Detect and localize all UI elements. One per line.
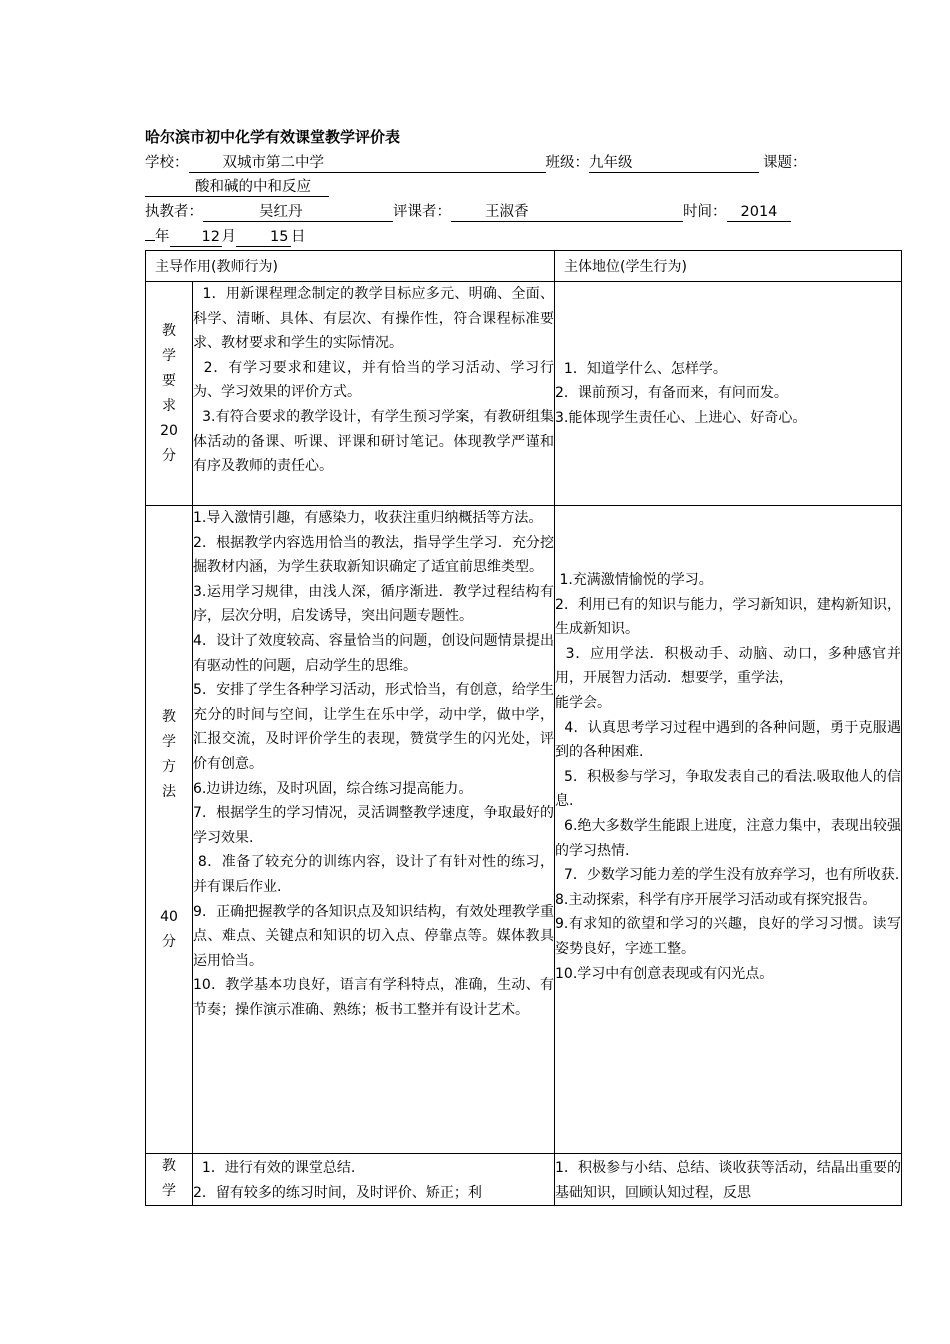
list-item: 3．应用学法．积极动手、动脑、动口，多种感官并用，开展智力活动．想要学，重学法， [555, 645, 902, 687]
reviewer-label: 评课者： [393, 204, 451, 220]
list-item: 2．利用已有的知识与能力，学习新知识，建构新知识，生成新知识。 [555, 596, 901, 638]
table-row [146, 1154, 902, 1206]
month-field: 12 [170, 228, 222, 247]
teacher-cell-methods [193, 506, 555, 1154]
teacher-cell-summary [193, 1154, 555, 1206]
list-item: 3.有符合要求的教学设计，有学生预习学案，有教研组集体活动的备课、听课、评课和研讨笔记。体现教学严谨和有序及教师的责任心。 [193, 408, 555, 475]
list-item: 3.能体现学生责任心、上进心、好奇心。 [555, 409, 807, 426]
reviewer-field: 王淑香 [451, 203, 683, 222]
header-teacher: 主导作用(教师行为) [146, 251, 555, 282]
table-row [146, 506, 902, 1154]
row-label-methods: 教 学 方 法 40 分 [146, 506, 193, 1154]
list-item: 4．认真思考学习过程中遇到的各种问题，勇于克服遇到的各种困难. [555, 719, 902, 761]
date-line [145, 226, 306, 248]
list-item: 2．课前预习，有备而来，有问而发。 [555, 385, 788, 402]
teacher-line [145, 201, 791, 223]
evaluation-table [145, 250, 902, 1206]
list-item: 2．有学习要求和建议，并有恰当的学习活动、学习行为、学习效果的评价方式。 [193, 359, 555, 401]
table-row [146, 282, 902, 506]
list-item: 1．用新课程理念制定的教学目标应多元、明确、全面、科学、清晰、具体、有层次、有操作性，符合课程标准要求、教材要求和学生的实际情况。 [193, 286, 555, 352]
list-item: 2．留有较多的练习时间，及时评价、矫正；利 [193, 1184, 482, 1201]
topic-label: 课题： [763, 155, 807, 171]
list-item: 10．教学基本功良好，语言有学科特点，准确，生动、有节奏；操作演示准确、熟练；板书工整并有设计艺术。 [193, 977, 554, 1018]
teacher-label: 执教者： [145, 204, 203, 220]
form-title: 哈尔滨市初中化学有效课堂教学评价表 [145, 128, 401, 146]
list-item: 3.运用学习规律，由浅人深，循序渐进．教学过程结构有序，层次分明，启发诱导，突出问题专题性。 [193, 583, 554, 625]
list-item: 5．积极参与学习，争取发表自己的看法.吸取他人的信息. [555, 768, 902, 810]
school-field: 双城市第二中学 [189, 154, 546, 173]
row-label-summary: 教 学 [146, 1154, 193, 1206]
list-item: 能学会。 [555, 694, 611, 711]
school-line [145, 152, 807, 174]
topic-field: 酸和碱的中和反应 [145, 178, 329, 197]
list-item: 1．进行有效的课堂总结. [193, 1160, 356, 1176]
teacher-field: 吴红丹 [203, 203, 393, 222]
header-student: 主体地位(学生行为) [555, 251, 902, 282]
list-item: 4．设计了效度较高、容量恰当的问题，创设问题情景提出有驱动性的问题，启动学生的思维。 [193, 632, 554, 674]
row-label-requirements: 教 学 要 求 20 分 [146, 282, 193, 506]
list-item: 1.充满激情愉悦的学习。 [555, 572, 713, 588]
time-label: 时间： [683, 204, 727, 220]
list-item: 8．准备了较充分的训练内容，设计了有针对性的练习，并有课后作业. [193, 854, 555, 895]
list-item: 7．少数学习能力差的学生没有放弃学习，也有所收获. [555, 867, 900, 884]
year-field-continued [145, 240, 155, 241]
list-item: 7．根据学生的学习情况，灵活调整教学速度，争取最好的学习效果. [193, 805, 554, 846]
day-unit: 日 [291, 229, 306, 245]
year-field: 2014 [727, 203, 791, 222]
student-cell-summary [555, 1154, 902, 1206]
list-item: 9.有求知的欲望和学习的兴趣，良好的学习习惯。读写姿势良好，字迹工整。 [555, 916, 901, 957]
list-item: 5．安排了学生各种学习活动，形式恰当，有创意，给学生充分的时间与空间，让学生在乐中学，动中学，做中学，汇报交流，及时评价学生的表现，赞赏学生的闪光处，评价有创意。 [193, 682, 554, 772]
list-item: 1.导入激情引趣，有感染力，收获注重归纳概括等方法。 [193, 510, 543, 526]
month-unit: 月 [221, 229, 236, 245]
year-unit: 年 [155, 229, 170, 245]
list-item: 10.学习中有创意表现或有闪光点。 [555, 965, 774, 982]
list-item: 6.绝大多数学生能跟上进度，注意力集中，表现出较强的学习热情. [555, 817, 901, 859]
teacher-cell-requirements [193, 282, 555, 506]
student-cell-requirements [555, 282, 902, 506]
list-item: 9．正确把握教学的各知识点及知识结构，有效处理教学重点、难点、关键点和知识的切入点、停靠点等。媒体教具运用恰当。 [193, 903, 554, 969]
topic-line [145, 176, 329, 198]
list-item: 1．知道学什么、怎样学。 [555, 360, 727, 377]
school-label: 学校： [145, 155, 189, 171]
list-item: 8.主动探索，科学有序开展学习活动或有探究报告。 [555, 891, 877, 908]
list-item: 1．积极参与小结、总结、谈收获等活动，结晶出重要的基础知识，回顾认知过程，反思 [555, 1160, 901, 1201]
class-field: 九年级 [589, 154, 759, 173]
student-cell-methods [555, 506, 902, 1154]
class-label: 班级： [545, 155, 589, 171]
list-item: 2．根据教学内容选用恰当的教法，指导学生学习．充分挖掘教材内涵，为学生获取新知识确定了适宜前思维类型。 [193, 534, 554, 576]
table-header-row [146, 251, 902, 282]
day-field: 15 [236, 228, 291, 247]
list-item: 6.边讲边练，及时巩固，综合练习提高能力。 [193, 780, 473, 797]
